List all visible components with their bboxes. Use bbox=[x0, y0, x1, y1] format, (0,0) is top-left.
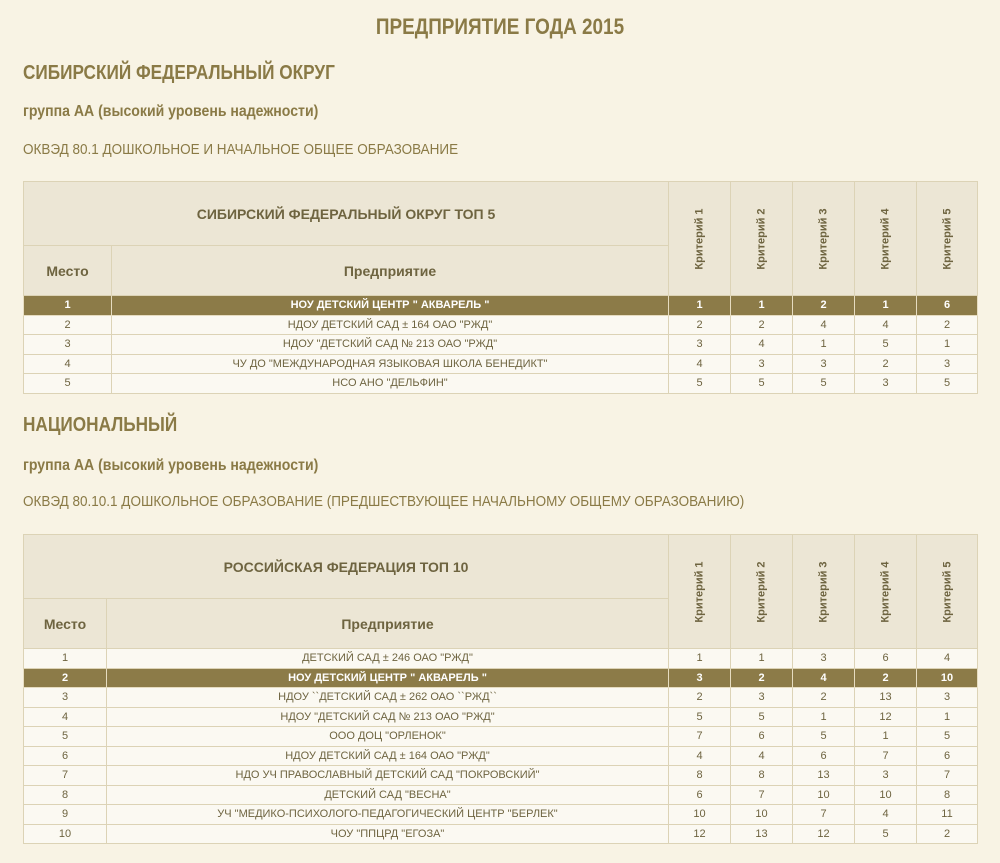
criterion-3-header: Критерий 3 bbox=[793, 535, 855, 649]
criterion-1-cell: 2 bbox=[669, 688, 731, 708]
place-cell: 4 bbox=[24, 354, 112, 374]
section2-group-heading: группа АА (высокий уровень надежности) bbox=[23, 457, 319, 474]
company-cell: НДОУ ДЕТСКИЙ САД ± 164 ОАО "РЖД" bbox=[107, 746, 669, 766]
criterion-4-cell: 3 bbox=[855, 374, 917, 394]
table-row bbox=[24, 727, 978, 747]
criterion-1-cell: 5 bbox=[669, 707, 731, 727]
criterion-4-cell: 5 bbox=[855, 335, 917, 355]
criterion-4-cell: 2 bbox=[855, 668, 917, 688]
criterion-5-cell: 7 bbox=[917, 766, 978, 786]
criterion-2-cell: 5 bbox=[731, 374, 793, 394]
criterion-5-cell: 4 bbox=[917, 649, 978, 669]
criterion-1-cell: 10 bbox=[669, 805, 731, 825]
criterion-5-cell: 2 bbox=[917, 315, 978, 335]
criterion-2-cell: 4 bbox=[731, 746, 793, 766]
criterion-3-cell: 4 bbox=[793, 668, 855, 688]
criterion-3-cell: 7 bbox=[793, 805, 855, 825]
page-title: ПРЕДПРИЯТИЕ ГОДА 2015 bbox=[375, 14, 625, 39]
criterion-2-cell: 2 bbox=[731, 315, 793, 335]
criterion-5-cell: 6 bbox=[917, 746, 978, 766]
criterion-1-cell: 3 bbox=[669, 335, 731, 355]
table-row bbox=[24, 766, 978, 786]
criterion-5-cell: 8 bbox=[917, 785, 978, 805]
criterion-4-header: Критерий 4 bbox=[855, 182, 917, 296]
criterion-2-cell: 5 bbox=[731, 707, 793, 727]
company-cell: НДОУ "ДЕТСКИЙ САД № 213 ОАО "РЖД" bbox=[107, 707, 669, 727]
criterion-5-cell: 2 bbox=[917, 824, 978, 844]
criterion-1-cell: 8 bbox=[669, 766, 731, 786]
company-cell: НДОУ "ДЕТСКИЙ САД № 213 ОАО "РЖД" bbox=[112, 335, 669, 355]
table-row bbox=[24, 649, 978, 669]
section2-table-body bbox=[24, 649, 978, 844]
table-row bbox=[24, 707, 978, 727]
section1-okved-heading: ОКВЭД 80.1 ДОШКОЛЬНОЕ И НАЧАЛЬНОЕ ОБЩЕЕ ОБРАЗОВАНИЕ bbox=[23, 141, 459, 158]
company-cell: НОУ ДЕТСКИЙ ЦЕНТР " АКВАРЕЛЬ " bbox=[112, 296, 669, 316]
criterion-2-cell: 1 bbox=[731, 649, 793, 669]
section1-group-heading: группа АА (высокий уровень надежности) bbox=[23, 103, 319, 120]
criterion-2-cell: 7 bbox=[731, 785, 793, 805]
criterion-3-cell: 1 bbox=[793, 707, 855, 727]
criterion-2-header: Критерий 2 bbox=[731, 535, 793, 649]
criterion-5-header: Критерий 5 bbox=[917, 182, 978, 296]
criterion-4-cell: 3 bbox=[855, 766, 917, 786]
place-cell: 7 bbox=[24, 766, 107, 786]
criterion-3-cell: 6 bbox=[793, 746, 855, 766]
place-cell: 9 bbox=[24, 805, 107, 825]
criterion-2-cell: 2 bbox=[731, 668, 793, 688]
place-cell: 1 bbox=[24, 649, 107, 669]
place-cell: 8 bbox=[24, 785, 107, 805]
criterion-2-cell: 3 bbox=[731, 688, 793, 708]
section2-ranking-table bbox=[23, 534, 978, 844]
company-cell: ДЕТСКИЙ САД "ВЕСНА" bbox=[107, 785, 669, 805]
table-row bbox=[24, 335, 978, 355]
section1-region-heading: СИБИРСКИЙ ФЕДЕРАЛЬНЫЙ ОКРУГ bbox=[23, 62, 335, 84]
table-row bbox=[24, 824, 978, 844]
table-row bbox=[24, 374, 978, 394]
criterion-1-header: Критерий 1 bbox=[669, 535, 731, 649]
criterion-1-cell: 6 bbox=[669, 785, 731, 805]
criterion-3-cell: 12 bbox=[793, 824, 855, 844]
criterion-4-header: Критерий 4 bbox=[855, 535, 917, 649]
criterion-3-cell: 4 bbox=[793, 315, 855, 335]
place-cell: 2 bbox=[24, 315, 112, 335]
criterion-5-cell: 1 bbox=[917, 335, 978, 355]
criterion-5-header: Критерий 5 bbox=[917, 535, 978, 649]
place-cell: 3 bbox=[24, 688, 107, 708]
criterion-2-cell: 1 bbox=[731, 296, 793, 316]
criterion-3-cell: 5 bbox=[793, 727, 855, 747]
criterion-5-cell: 11 bbox=[917, 805, 978, 825]
criterion-3-cell: 1 bbox=[793, 335, 855, 355]
criterion-3-cell: 10 bbox=[793, 785, 855, 805]
criterion-4-cell: 4 bbox=[855, 315, 917, 335]
criterion-3-cell: 3 bbox=[793, 649, 855, 669]
place-cell: 5 bbox=[24, 374, 112, 394]
section1-ranking-table bbox=[23, 181, 978, 394]
company-cell: ЧУ ДО "МЕЖДУНАРОДНАЯ ЯЗЫКОВАЯ ШКОЛА БЕНЕДИКТ" bbox=[112, 354, 669, 374]
place-cell: 1 bbox=[24, 296, 112, 316]
place-cell: 2 bbox=[24, 668, 107, 688]
company-cell: НДО УЧ ПРАВОСЛАВНЫЙ ДЕТСКИЙ САД "ПОКРОВСКИЙ" bbox=[107, 766, 669, 786]
table-row bbox=[24, 746, 978, 766]
company-column-header: Предприятие bbox=[107, 599, 669, 649]
criterion-2-cell: 3 bbox=[731, 354, 793, 374]
table-row bbox=[24, 668, 978, 688]
criterion-5-cell: 5 bbox=[917, 727, 978, 747]
criterion-3-cell: 2 bbox=[793, 296, 855, 316]
company-cell: НОУ ДЕТСКИЙ ЦЕНТР " АКВАРЕЛЬ " bbox=[107, 668, 669, 688]
company-cell: НДОУ ``ДЕТСКИЙ САД ± 262 ОАО ``РЖД`` bbox=[107, 688, 669, 708]
criterion-5-cell: 5 bbox=[917, 374, 978, 394]
criterion-4-cell: 5 bbox=[855, 824, 917, 844]
criterion-5-cell: 3 bbox=[917, 354, 978, 374]
criterion-5-cell: 10 bbox=[917, 668, 978, 688]
criterion-4-cell: 7 bbox=[855, 746, 917, 766]
criterion-1-cell: 1 bbox=[669, 296, 731, 316]
criterion-1-cell: 7 bbox=[669, 727, 731, 747]
criterion-1-header: Критерий 1 bbox=[669, 182, 731, 296]
criterion-2-cell: 4 bbox=[731, 335, 793, 355]
criterion-1-cell: 3 bbox=[669, 668, 731, 688]
criterion-3-header: Критерий 3 bbox=[793, 182, 855, 296]
section2-region-heading: НАЦИОНАЛЬНЫЙ bbox=[23, 414, 178, 436]
table-row bbox=[24, 354, 978, 374]
criterion-4-cell: 2 bbox=[855, 354, 917, 374]
criterion-3-cell: 13 bbox=[793, 766, 855, 786]
table-caption: СИБИРСКИЙ ФЕДЕРАЛЬНЫЙ ОКРУГ ТОП 5 bbox=[24, 182, 669, 246]
section2-okved-heading: ОКВЭД 80.10.1 ДОШКОЛЬНОЕ ОБРАЗОВАНИЕ (ПРЕДШЕСТВУЮЩЕЕ НАЧАЛЬНОМУ ОБЩЕМУ ОБРАЗОВАНИЮ) bbox=[23, 493, 745, 510]
company-cell: НСО АНО "ДЕЛЬФИН" bbox=[112, 374, 669, 394]
criterion-1-cell: 1 bbox=[669, 649, 731, 669]
criterion-5-cell: 1 bbox=[917, 707, 978, 727]
criterion-3-cell: 5 bbox=[793, 374, 855, 394]
criterion-1-cell: 4 bbox=[669, 746, 731, 766]
criterion-1-cell: 5 bbox=[669, 374, 731, 394]
company-cell: УЧ "МЕДИКО-ПСИХОЛОГО-ПЕДАГОГИЧЕСКИЙ ЦЕНТР "БЕРЛЕК" bbox=[107, 805, 669, 825]
criterion-4-cell: 1 bbox=[855, 727, 917, 747]
section1-table-body bbox=[24, 296, 978, 394]
company-cell: ООО ДОЦ "ОРЛЕНОК" bbox=[107, 727, 669, 747]
criterion-4-cell: 13 bbox=[855, 688, 917, 708]
criterion-5-cell: 6 bbox=[917, 296, 978, 316]
place-cell: 5 bbox=[24, 727, 107, 747]
table-caption: РОССИЙСКАЯ ФЕДЕРАЦИЯ ТОП 10 bbox=[24, 535, 669, 599]
criterion-1-cell: 12 bbox=[669, 824, 731, 844]
place-cell: 3 bbox=[24, 335, 112, 355]
place-column-header: Место bbox=[24, 599, 107, 649]
place-cell: 10 bbox=[24, 824, 107, 844]
criterion-1-cell: 4 bbox=[669, 354, 731, 374]
criterion-4-cell: 4 bbox=[855, 805, 917, 825]
table-row bbox=[24, 296, 978, 316]
criterion-3-cell: 2 bbox=[793, 688, 855, 708]
criterion-4-cell: 6 bbox=[855, 649, 917, 669]
company-cell: НДОУ ДЕТСКИЙ САД ± 164 ОАО "РЖД" bbox=[112, 315, 669, 335]
criterion-2-cell: 6 bbox=[731, 727, 793, 747]
criterion-1-cell: 2 bbox=[669, 315, 731, 335]
criterion-2-header: Критерий 2 bbox=[731, 182, 793, 296]
place-column-header: Место bbox=[24, 246, 112, 296]
company-cell: ДЕТСКИЙ САД ± 246 ОАО "РЖД" bbox=[107, 649, 669, 669]
table-row bbox=[24, 315, 978, 335]
table-row bbox=[24, 785, 978, 805]
criterion-2-cell: 13 bbox=[731, 824, 793, 844]
criterion-4-cell: 10 bbox=[855, 785, 917, 805]
criterion-5-cell: 3 bbox=[917, 688, 978, 708]
criterion-4-cell: 12 bbox=[855, 707, 917, 727]
criterion-2-cell: 8 bbox=[731, 766, 793, 786]
criterion-4-cell: 1 bbox=[855, 296, 917, 316]
table-row bbox=[24, 688, 978, 708]
criterion-3-cell: 3 bbox=[793, 354, 855, 374]
company-cell: ЧОУ "ППЦРД "ЕГОЗА" bbox=[107, 824, 669, 844]
table-row bbox=[24, 805, 978, 825]
company-column-header: Предприятие bbox=[112, 246, 669, 296]
place-cell: 6 bbox=[24, 746, 107, 766]
place-cell: 4 bbox=[24, 707, 107, 727]
criterion-2-cell: 10 bbox=[731, 805, 793, 825]
